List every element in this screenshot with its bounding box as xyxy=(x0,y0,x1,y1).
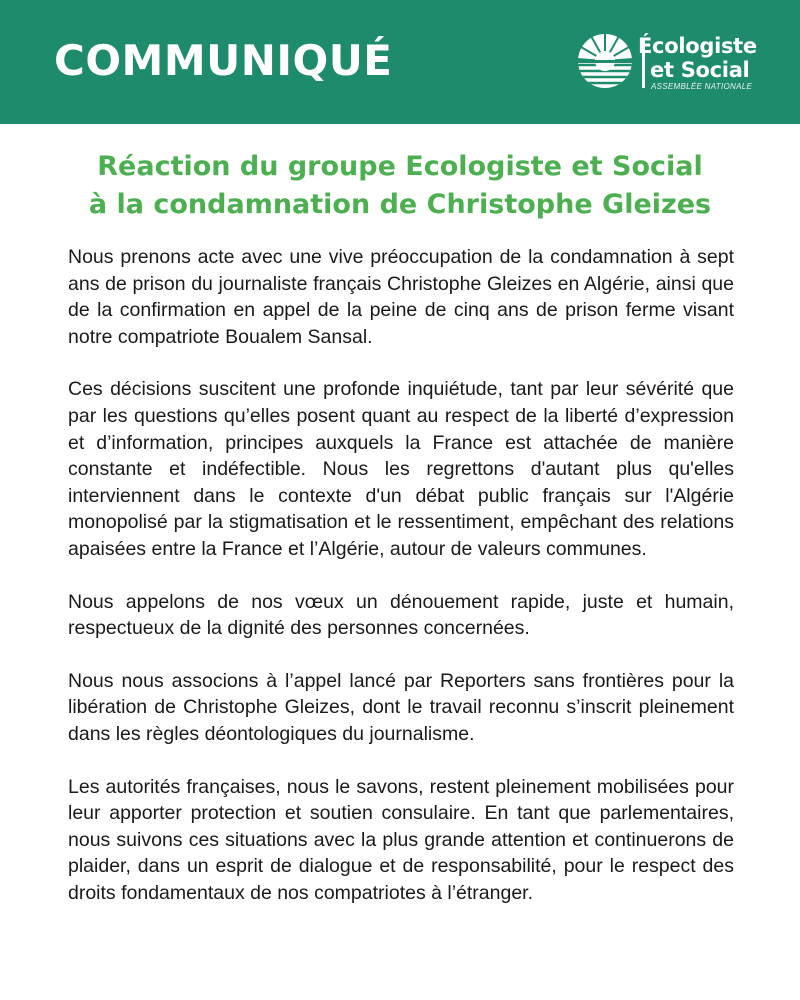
paragraph: Nous appelons de nos vœux un dénouement rapide, juste et humain, respectueux de la dignité des personnes concernées. xyxy=(68,590,734,640)
paragraph: Nous prenons acte avec une vive préoccupation de la condamnation à sept ans de prison du journaliste français Christophe Gleizes en Algérie, ainsi que de la confirmation en appel de la peine de cinq ans de prison ferme visant notre compatriote Boualem Sansal. xyxy=(68,246,734,348)
document-body xyxy=(68,244,734,932)
sun-icon xyxy=(576,32,634,90)
header-banner xyxy=(0,0,800,124)
logo-name-line2: et Social xyxy=(650,58,750,82)
logo-name-line1: Écologiste xyxy=(638,34,757,58)
logo-subtitle: ASSEMBLÉE NATIONALE xyxy=(651,82,753,91)
party-logo xyxy=(576,30,776,94)
communique-title: COMMUNIQUÉ xyxy=(54,36,393,85)
document-title xyxy=(40,148,760,224)
document-title-line2: à la condamnation de Christophe Gleizes xyxy=(88,189,712,220)
paragraph: Nous nous associons à l’appel lancé par Reporters sans frontières pour la libération de Christophe Gleizes, dont le travail reconnu s’inscrit pleinement dans les règles déontologiques du journalisme. xyxy=(68,669,734,745)
paragraph: Les autorités françaises, nous le savons, restent pleinement mobilisées pour leur apporter protection et soutien consulaire. En tant que parlementaires, nous suivons ces situations avec la plus grande attention et continuerons de plaider, dans un esprit de dialogue et de responsabilité, pour le respect des droits fondamentaux de nos compatriotes à l’étranger. xyxy=(68,775,734,904)
document-title-line1: Réaction du groupe Ecologiste et Social xyxy=(97,151,703,182)
paragraph: Ces décisions suscitent une profonde inquiétude, tant par leur sévérité que par les questions qu’elles posent quant au respect de la liberté d’expression et d’information, principes auxquels la France est attachée de manière constante et indéfectible. Nous les regrettons d'autant plus qu'elles interviennent dans le contexte d'un débat public français sur l'Algérie monopolisé par la stigmatisation et le ressentiment, empêchant des relations apaisées entre la France et l’Algérie, autour de valeurs communes. xyxy=(68,378,734,560)
